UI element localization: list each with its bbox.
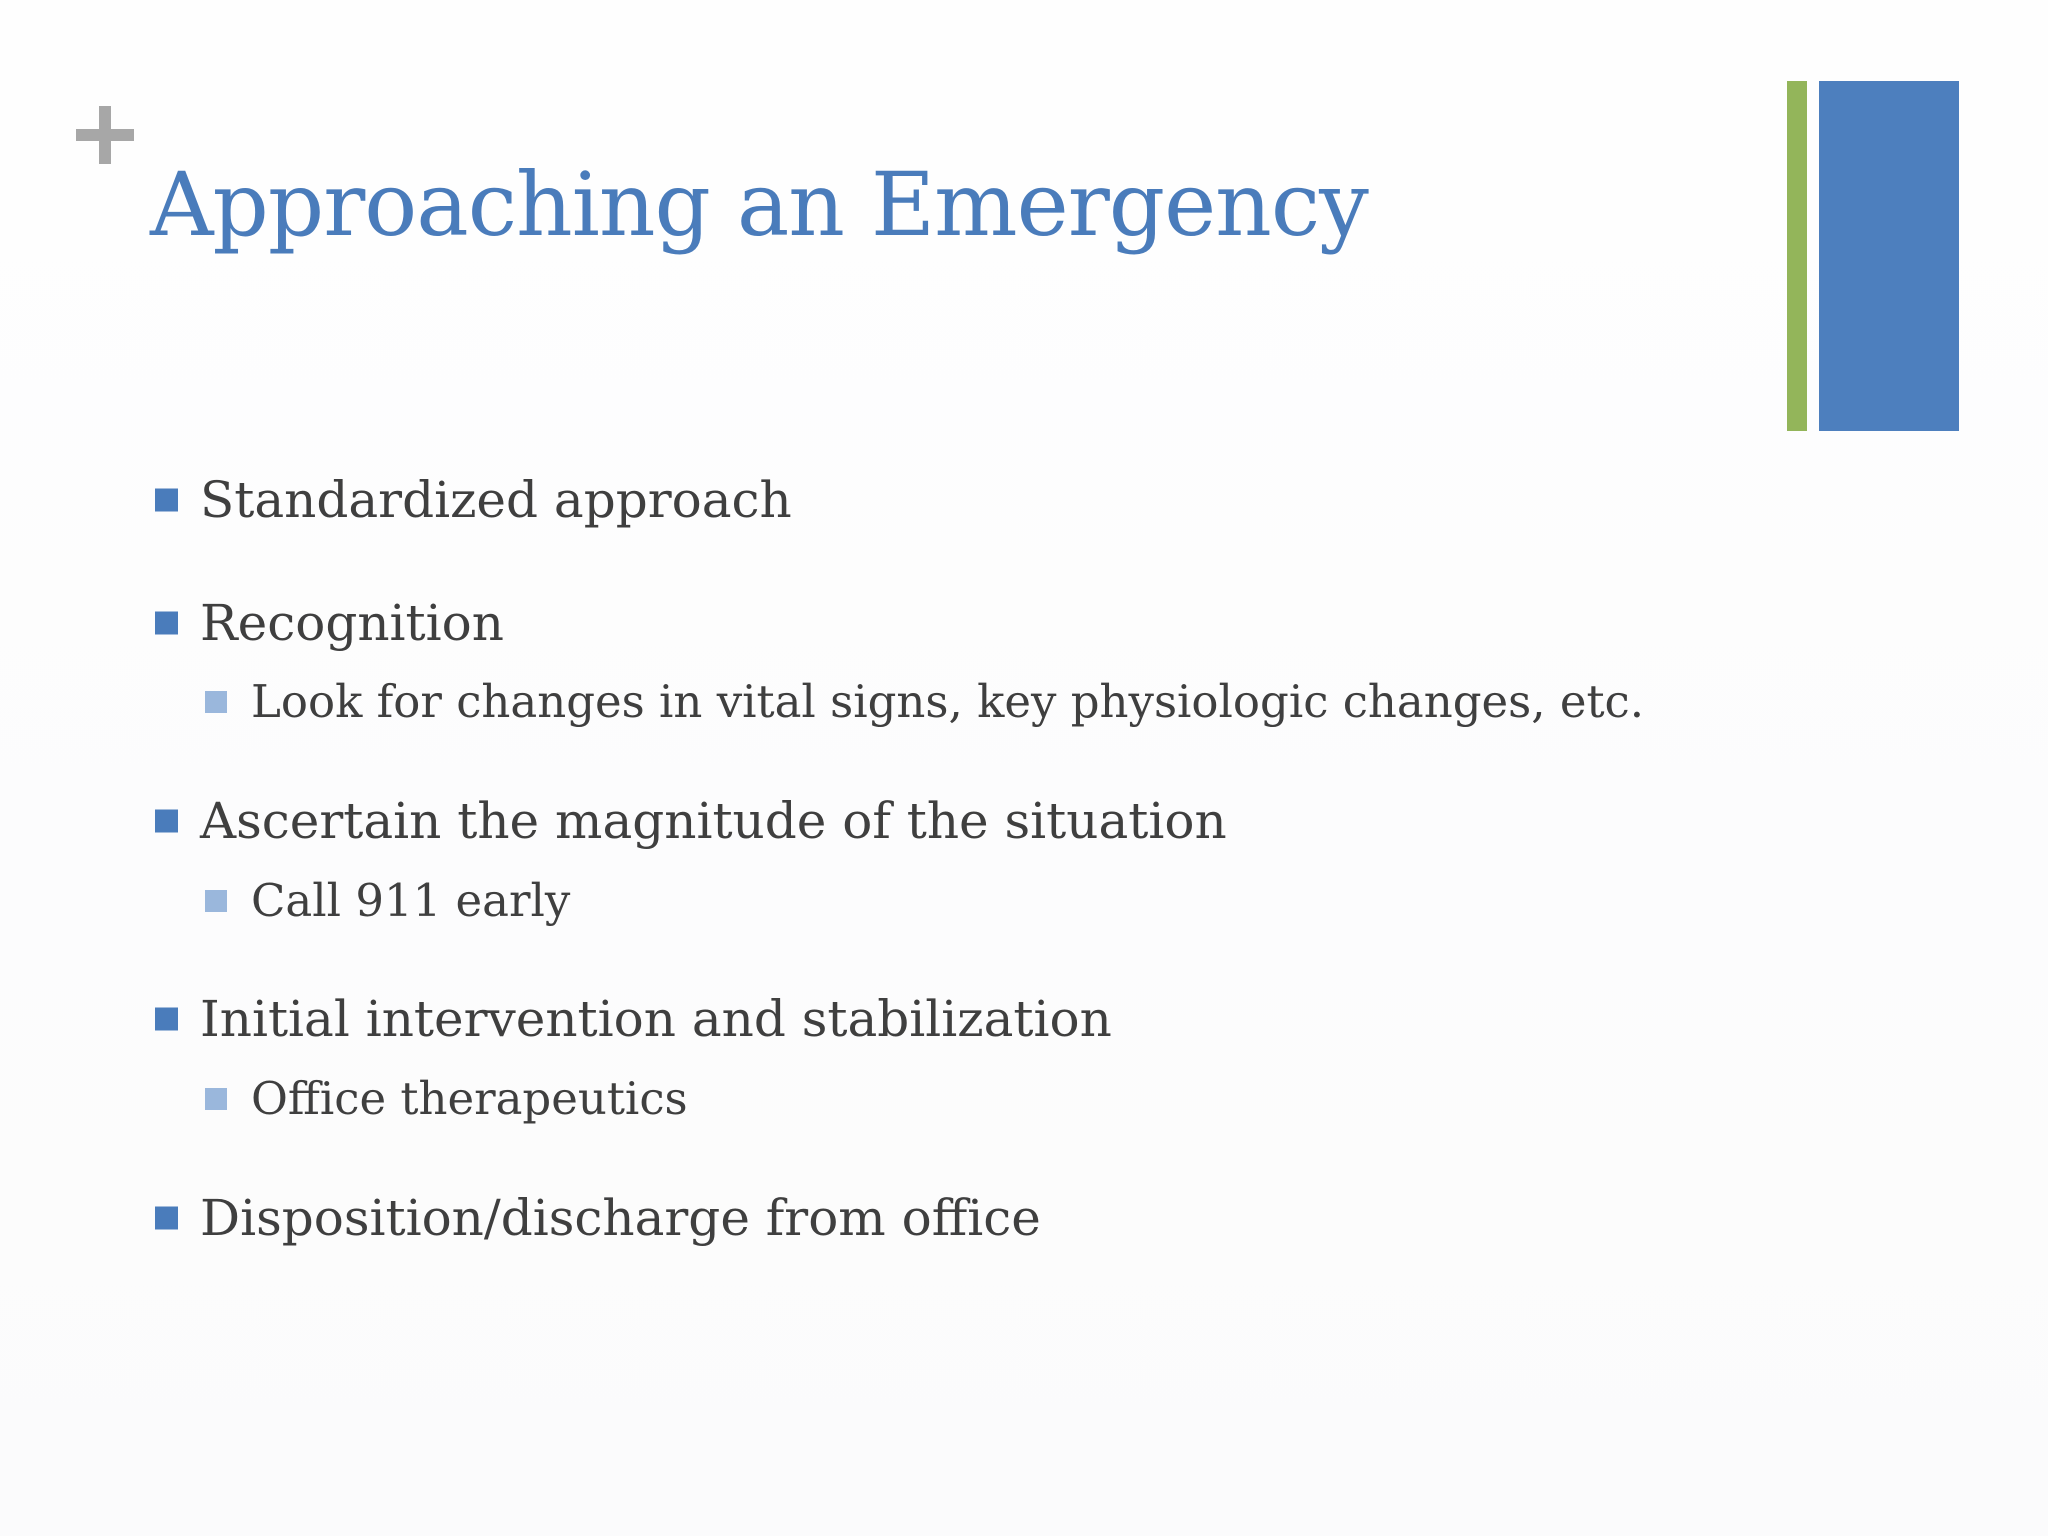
sub-bullet-text: Call 911 early xyxy=(251,874,571,927)
bullet-item xyxy=(155,786,1227,856)
bullet-square-icon xyxy=(155,489,178,512)
bullet-item xyxy=(155,465,792,535)
bullet-text: Standardized approach xyxy=(200,471,792,529)
sub-bullet-text: Look for changes in vital signs, key physiologic changes, etc. xyxy=(251,675,1645,728)
bullet-square-icon xyxy=(155,1008,178,1031)
bullet-square-icon xyxy=(155,810,178,833)
bullet-text: Ascertain the magnitude of the situation xyxy=(200,792,1227,850)
sub-bullet-item xyxy=(205,869,570,933)
bullet-square-icon xyxy=(155,612,178,635)
bullet-item xyxy=(155,1183,1041,1253)
sub-bullet-text: Office therapeutics xyxy=(251,1072,688,1125)
sub-bullet-square-icon xyxy=(205,890,227,912)
bullet-item xyxy=(155,588,504,658)
slide-title: Approaching an Emergency xyxy=(150,153,1368,256)
bullet-text: Recognition xyxy=(200,594,504,652)
bullet-square-icon xyxy=(155,1207,178,1230)
sub-bullet-square-icon xyxy=(205,691,227,713)
bullet-text: Initial intervention and stabilization xyxy=(200,990,1112,1048)
sub-bullet-square-icon xyxy=(205,1088,227,1110)
sub-bullet-item xyxy=(205,1067,688,1131)
bullet-item xyxy=(155,984,1112,1054)
bullet-text: Disposition/discharge from office xyxy=(200,1189,1041,1247)
sub-bullet-item xyxy=(205,670,1644,734)
